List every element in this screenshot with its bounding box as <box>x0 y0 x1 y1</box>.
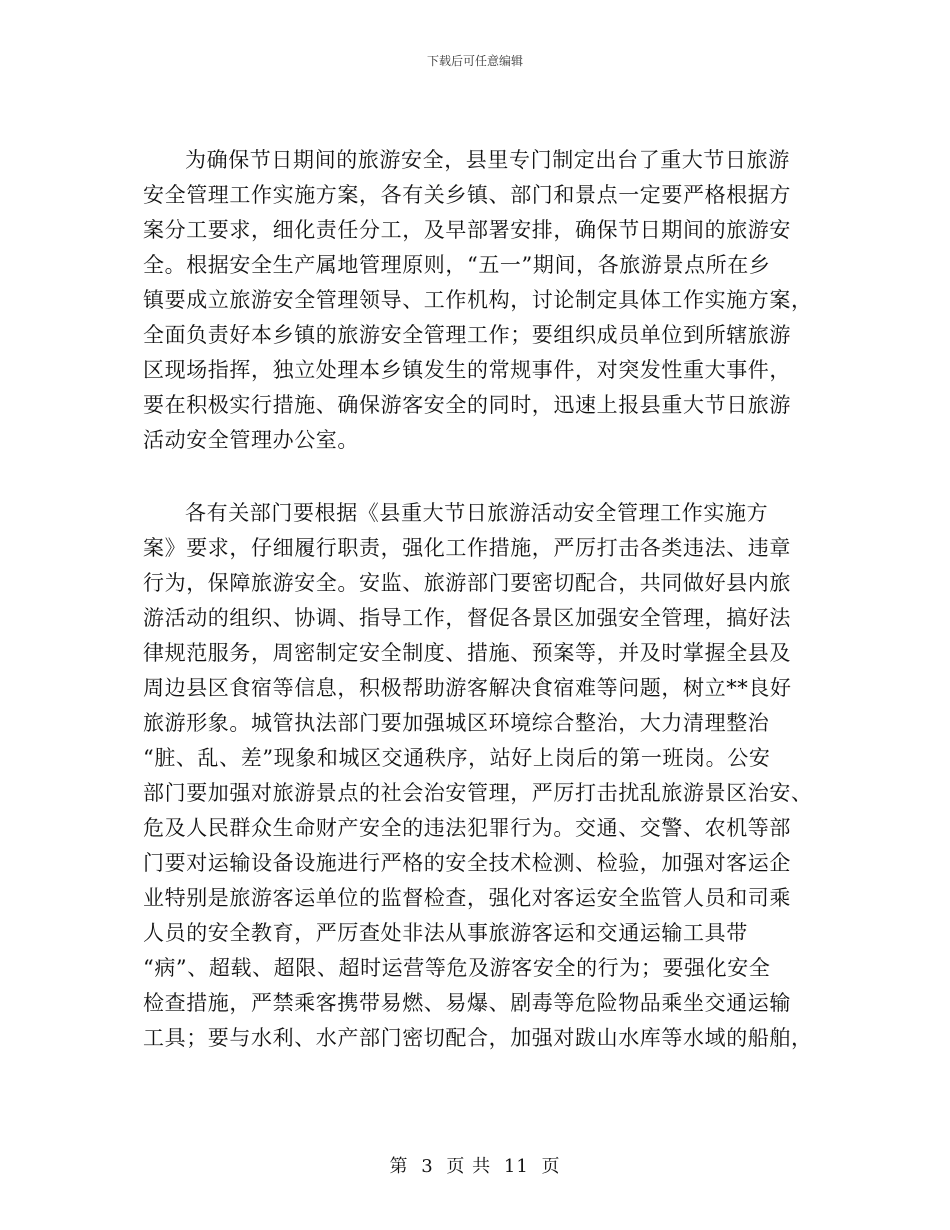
page-total-number: 11 <box>503 1156 529 1177</box>
paragraph-line: 检查措施，严禁乘客携带易燃、易爆、剧毒等危险物品乘坐交通运输 <box>143 991 791 1015</box>
paragraph-line: 部门要加强对旅游景点的社会治安管理，严厉打击扰乱旅游景区治安、 <box>143 781 813 805</box>
page-label-mid: 页 共 <box>446 1156 492 1177</box>
paragraph-line: 为确保节日期间的旅游安全，县里专门制定出台了重大节日旅游 <box>185 148 790 172</box>
paragraph-line: “病”、超载、超限、超时运营等危及游客安全的行为；要强化安全 <box>143 956 771 980</box>
paragraph-line: 律规范服务，周密制定安全制度、措施、预案等，并及时掌握全县及 <box>143 641 791 665</box>
paragraph-line: 游活动的组织、协调、指导工作，督促各景区加强安全管理，搞好法 <box>143 606 791 630</box>
paragraph-line: 全。根据安全生产属地管理原则，“五一”期间，各旅游景点所在乡 <box>143 253 771 277</box>
paragraph-line: 要在积极实行措施、确保游客安全的同时，迅速上报县重大节日旅游 <box>143 393 791 417</box>
paragraph-line: 活动安全管理办公室。 <box>143 428 359 452</box>
page-label-suffix: 页 <box>541 1156 561 1177</box>
paragraph-line: 工具；要与水利、水产部门密切配合，加强对跋山水库等水域的船舶， <box>143 1026 813 1050</box>
paragraph-line: 旅游形象。城管执法部门要加强城区环境综合整治，大力清理整治 <box>143 711 770 735</box>
paragraph-spacer <box>143 458 808 496</box>
paragraph-line: 全面负责好本乡镇的旅游安全管理工作；要组织成员单位到所辖旅游 <box>143 323 791 347</box>
page-current-number: 3 <box>421 1156 434 1177</box>
paragraph-line: 区现场指挥，独立处理本乡镇发生的常规事件，对突发性重大事件， <box>143 358 791 382</box>
paragraph-2 <box>143 496 813 1056</box>
paragraph-line: 案分工要求，细化责任分工，及早部署安排，确保节日期间的旅游安 <box>143 218 791 242</box>
page-label-prefix: 第 <box>389 1156 409 1177</box>
paragraph-line: 门要对运输设备设施进行严格的安全技术检测、检验，加强对客运企 <box>143 851 791 875</box>
paragraph-1 <box>143 143 813 458</box>
paragraph-line: “脏、乱、差”现象和城区交通秩序，站好上岗后的第一班岗。公安 <box>143 746 771 770</box>
paragraph-line: 人员的安全教育，严厉查处非法从事旅游客运和交通运输工具带 <box>143 921 748 945</box>
page-header-note: 下载后可任意编辑 <box>426 54 523 68</box>
page-footer <box>0 1152 950 1178</box>
paragraph-line: 业特别是旅游客运单位的监督检查，强化对客运安全监管人员和司乘 <box>143 886 791 910</box>
paragraph-line: 安全管理工作实施方案，各有关乡镇、部门和景点一定要严格根据方 <box>143 183 791 207</box>
paragraph-line: 各有关部门要根据《县重大节日旅游活动安全管理工作实施方 <box>185 501 769 525</box>
paragraph-line: 镇要成立旅游安全管理领导、工作机构，讨论制定具体工作实施方案， <box>143 288 813 312</box>
paragraph-line: 行为，保障旅游安全。安监、旅游部门要密切配合，共同做好县内旅 <box>143 571 791 595</box>
paragraph-line: 危及人民群众生命财产安全的违法犯罪行为。交通、交警、农机等部 <box>143 816 791 840</box>
paragraph-line: 案》要求，仔细履行职责，强化工作措施，严厉打击各类违法、违章 <box>143 536 791 560</box>
document-body <box>143 143 813 1056</box>
paragraph-line: 周边县区食宿等信息，积极帮助游客解决食宿难等问题，树立**良好 <box>143 676 792 700</box>
